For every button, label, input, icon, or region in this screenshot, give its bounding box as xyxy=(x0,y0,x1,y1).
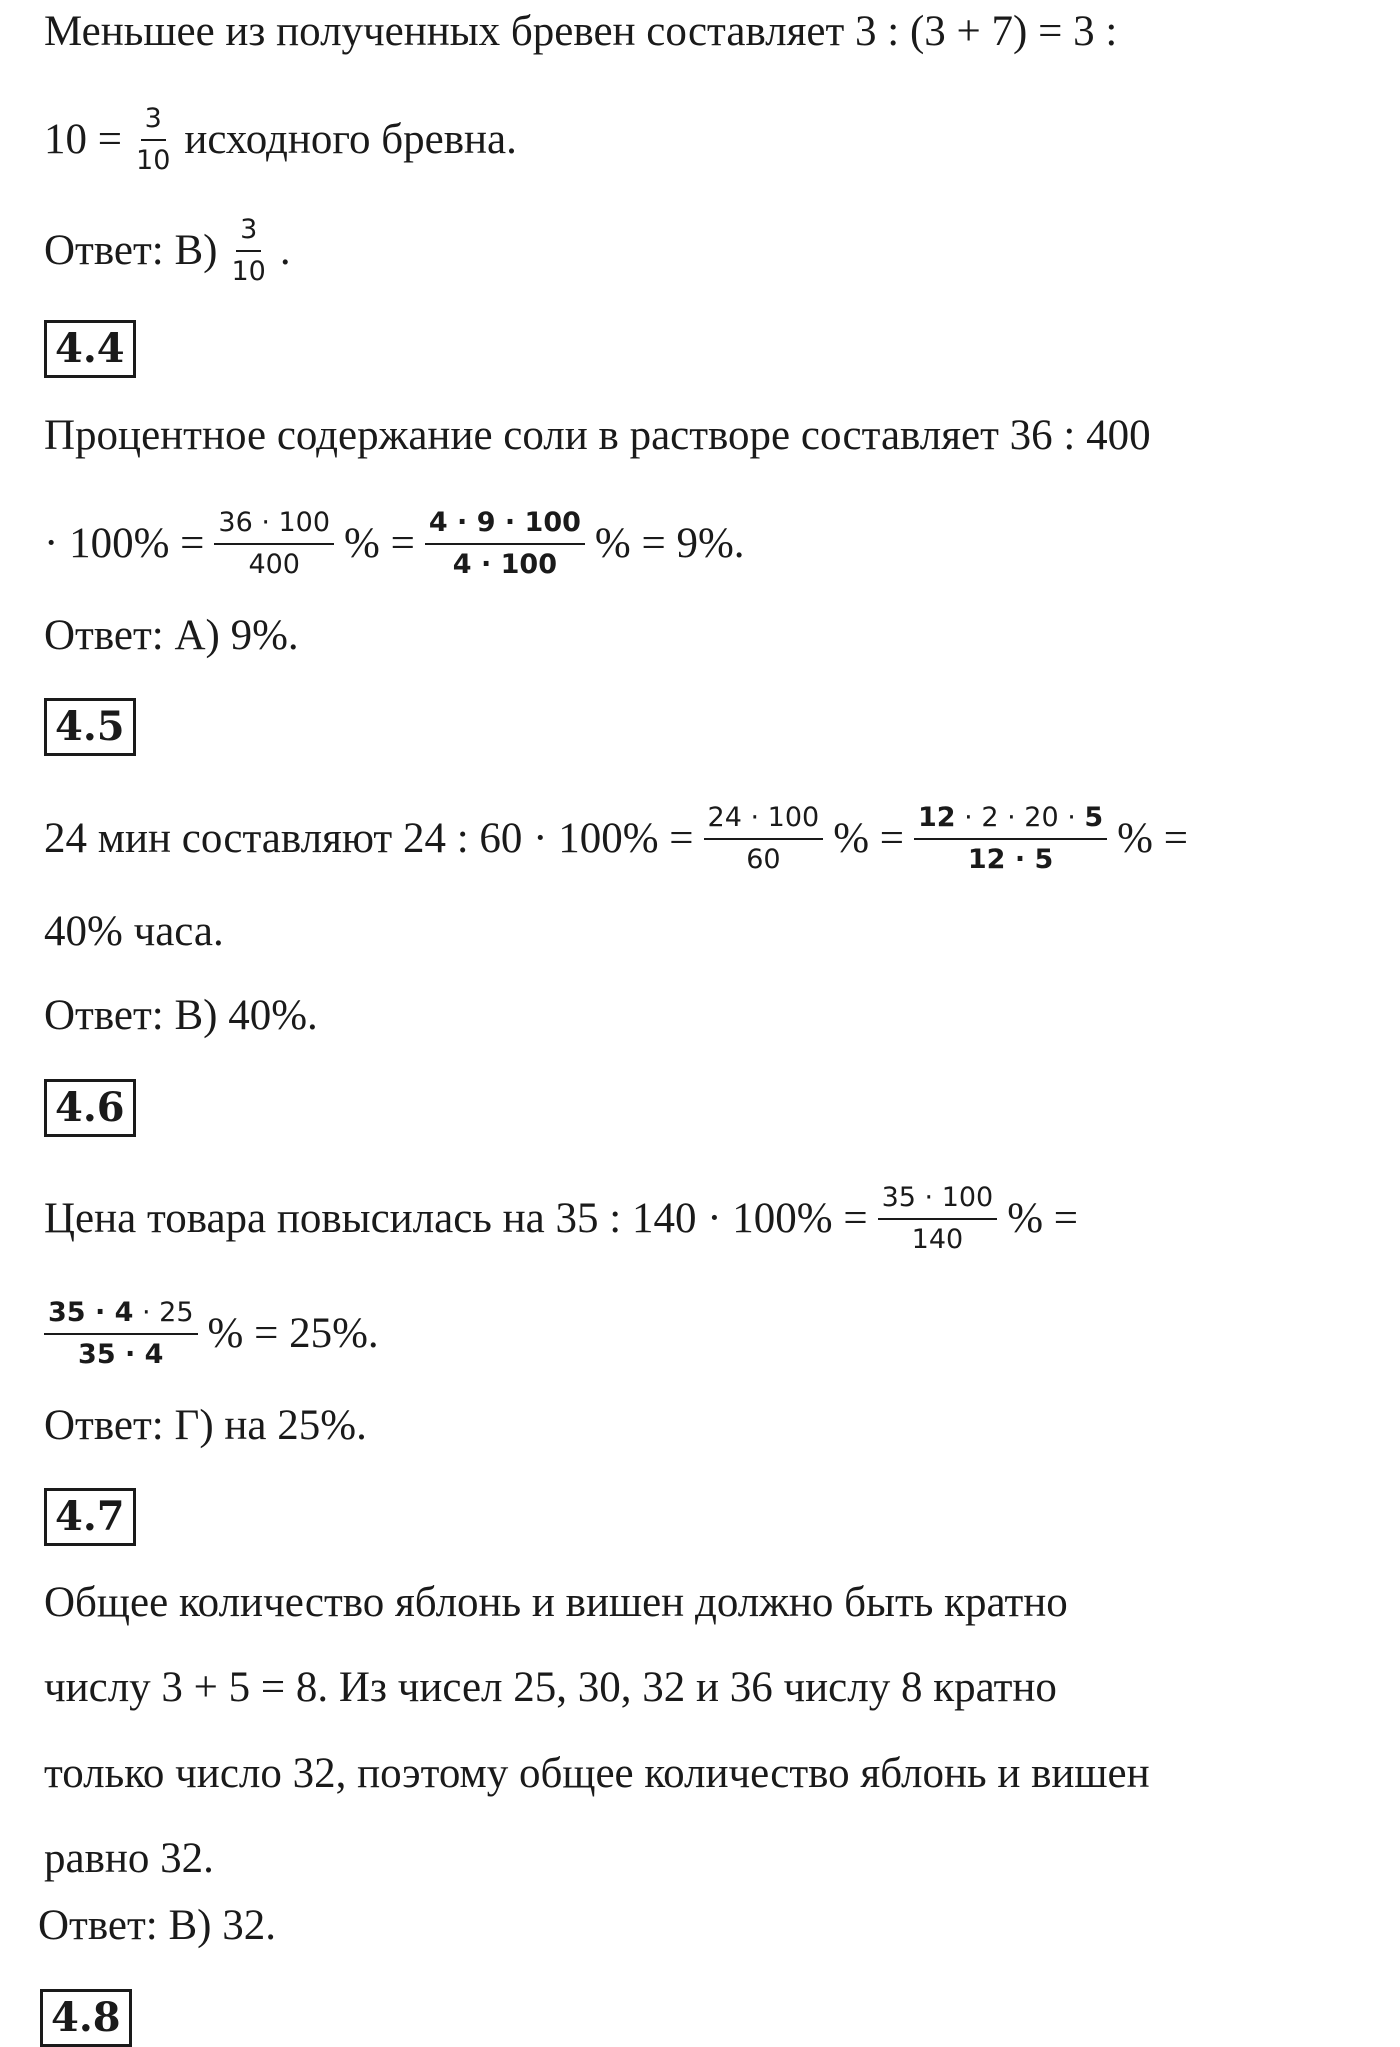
s43-answer-period: . xyxy=(279,227,291,274)
s44-answer-text: Ответ: А) 9%. xyxy=(44,612,299,659)
s43-line-1 xyxy=(44,6,1117,58)
fraction-numerator: 3 xyxy=(236,215,261,252)
s45-text-1a: 24 мин составляют 24 : 60 · 100% = xyxy=(44,815,694,862)
s45-text-1c: % = xyxy=(1117,815,1188,862)
fraction-numerator: 24 · 100 xyxy=(704,803,824,840)
section-label-4-6: 4.6 xyxy=(44,1079,136,1137)
fraction-denominator: 400 xyxy=(248,549,300,580)
fraction-denominator: 10 xyxy=(136,145,171,176)
fraction-denominator: 12 · 5 xyxy=(967,844,1054,875)
s47-text-3: только число 32, поэтому общее количество яблонь и вишен xyxy=(44,1750,1150,1797)
s44-text-2c: % = 9%. xyxy=(594,520,745,567)
s43-line-2 xyxy=(44,104,517,176)
section-label-4-8: 4.8 xyxy=(40,1989,132,2047)
s45-answer xyxy=(44,990,318,1042)
numerator-bold-part: 35 · 4 xyxy=(48,1297,134,1328)
section-label-4-5: 4.5 xyxy=(44,698,136,756)
fraction-denominator: 140 xyxy=(911,1224,964,1255)
s47-answer xyxy=(38,1900,276,1952)
section-label-4-7: 4.7 xyxy=(44,1488,136,1546)
s46-line-2 xyxy=(34,1298,379,1370)
s47-text-2: числу 3 + 5 = 8. Из чисел 25, 30, 32 и 36 числу 8 кратно xyxy=(44,1664,1057,1711)
fraction-numerator xyxy=(44,1298,198,1335)
s43-text-2a: 10 = xyxy=(44,116,123,163)
fraction-numerator: 4 · 9 · 100 xyxy=(425,508,585,545)
s45-text-1b: % = xyxy=(833,815,905,862)
s43-fraction-1 xyxy=(132,104,174,176)
fraction-denominator: 35 · 4 xyxy=(78,1339,164,1370)
s47-line-1 xyxy=(44,1577,1068,1629)
s45-text-2: 40% часа. xyxy=(44,908,224,955)
s47-text-4: равно 32. xyxy=(44,1835,214,1882)
s45-fraction-2 xyxy=(914,803,1107,875)
s44-line-2 xyxy=(44,508,745,580)
s47-line-3 xyxy=(44,1748,1150,1800)
s45-fraction-1 xyxy=(704,803,824,875)
s44-answer xyxy=(44,610,299,662)
s46-answer xyxy=(44,1400,367,1452)
numerator-bold-part: 5 xyxy=(1084,802,1104,833)
s44-line-1 xyxy=(44,410,1151,462)
fraction-denominator: 60 xyxy=(746,844,781,875)
s47-line-2 xyxy=(44,1662,1057,1714)
s44-text-2a: · 100% = xyxy=(44,520,205,567)
fraction-numerator: 35 · 100 xyxy=(878,1183,998,1220)
s44-text-1: Процентное содержание соли в растворе составляет 36 : 400 xyxy=(44,412,1151,459)
s45-line-1 xyxy=(44,803,1188,875)
s43-answer-fraction xyxy=(227,215,269,287)
s46-fraction-2 xyxy=(44,1298,198,1370)
s46-fraction-1 xyxy=(878,1183,998,1255)
s47-answer-text: Ответ: В) 32. xyxy=(38,1902,276,1949)
s47-line-4 xyxy=(44,1833,214,1885)
s46-line-1 xyxy=(44,1183,1078,1255)
s43-text-2b: исходного бревна. xyxy=(184,116,517,163)
fraction-numerator: 36 · 100 xyxy=(214,508,334,545)
s46-text-1a: Цена товара повысилась на 35 : 140 · 100% = xyxy=(44,1195,868,1242)
s43-answer-text: Ответ: В) xyxy=(44,227,218,274)
numerator-rest-part: · 25 xyxy=(133,1297,194,1328)
fraction-numerator: 3 xyxy=(141,104,166,141)
s46-answer-text: Ответ: Г) на 25%. xyxy=(44,1402,367,1449)
s45-answer-text: Ответ: В) 40%. xyxy=(44,992,318,1039)
fraction-denominator: 4 · 100 xyxy=(452,549,557,580)
section-label-4-4: 4.4 xyxy=(44,320,136,378)
s45-line-2 xyxy=(44,906,224,958)
s44-text-2b: % = xyxy=(344,520,415,567)
s47-text-1: Общее количество яблонь и вишен должно быть кратно xyxy=(44,1579,1068,1626)
s46-text-2: % = 25%. xyxy=(207,1310,379,1357)
numerator-bold-part: 12 xyxy=(918,802,956,833)
s44-fraction-2 xyxy=(425,508,585,580)
fraction-numerator xyxy=(914,803,1107,840)
s46-text-1b: % = xyxy=(1007,1195,1079,1242)
s43-text-1: Меньшее из полученных бревен составляет 3 : (3 + 7) = 3 : xyxy=(44,8,1118,55)
numerator-middle-part: · 2 · 20 · xyxy=(955,802,1085,833)
s43-answer xyxy=(44,215,291,287)
fraction-denominator: 10 xyxy=(231,256,266,287)
s44-fraction-1 xyxy=(214,508,334,580)
